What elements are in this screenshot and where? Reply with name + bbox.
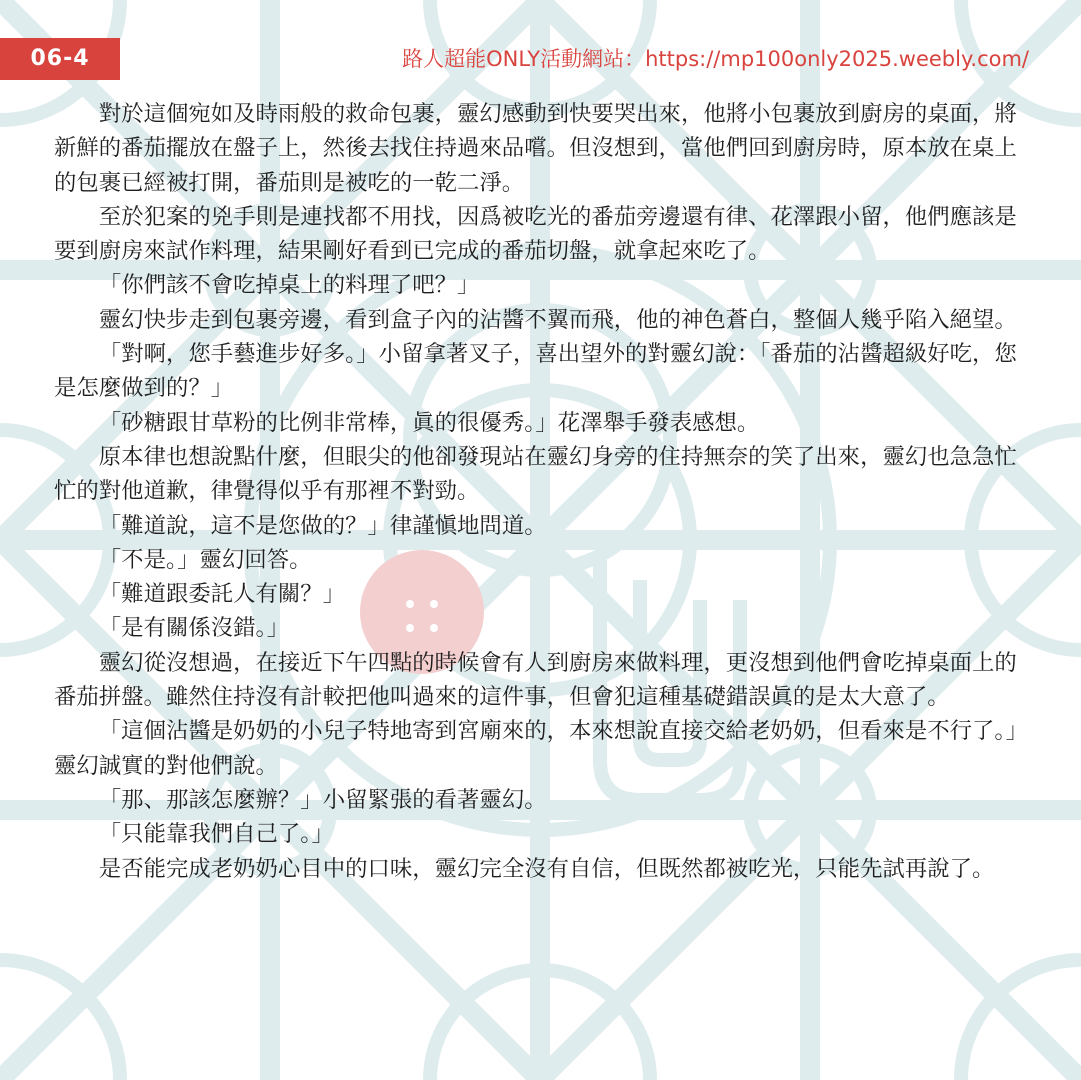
paragraph: 「不是。」靈幻回答。	[98, 546, 312, 573]
event-site-link[interactable]: 路人超能ONLY活動網站：https://mp100only2025.weebly.com/	[402, 47, 1029, 71]
paragraph: 「只能靠我們自己了。」	[98, 821, 334, 848]
paragraph: 至於犯案的兇手則是連找都不用找，因爲被吃光的番茄旁邊還有律、花澤跟小留，他們應該是要到廚房來試作料理，結果剛好看到已完成的番茄切盤，就拿起來吃了。	[54, 203, 1017, 265]
paragraph: 「是有關係沒錯。」	[98, 615, 290, 642]
paragraph: 「你們該不會吃掉桌上的料理了吧？」	[98, 272, 480, 299]
paragraph: 靈幻從沒想過，在接近下午四點的時候會有人到廚房來做料理，更沒想到他們會吃掉桌面上的番茄拼盤。雖然住持沒有計較把他叫過來的這件事，但會犯這種基礎錯誤眞的是太大意了。	[54, 649, 1017, 711]
paragraph: 「砂糖跟甘草粉的比例非常棒，眞的很優秀。」花澤舉手發表感想。	[98, 409, 760, 436]
paragraph: 對於這個宛如及時雨般的救命包裹，靈幻感動到快要哭出來，他將小包裹放到廚房的桌面，將新鮮的番茄擺放在盤子上，然後去找住持過來品嚐。但沒想到，當他們回到廚房時，原本放在桌上的包裹已經被打開，番茄則是被吃的一乾二淨。	[54, 101, 1017, 196]
paragraph: 「這個沾醬是奶奶的小兒子特地寄到宮廟來的，本來想說直接交給老奶奶，但看來是不行了。」靈幻誠實的對他們說。	[54, 718, 1017, 779]
story-text	[54, 97, 1026, 886]
paragraph: 原本律也想說點什麼，但眼尖的他卻發現站在靈幻身旁的住持無奈的笑了出來，靈幻也急急忙忙的對他道歉，律覺得似乎有那裡不對勁。	[54, 443, 1017, 505]
paragraph: 「那、那該怎麼辦？」小留緊張的看著靈幻。	[98, 786, 547, 813]
paragraph: 「對啊，您手藝進步好多。」小留拿著叉子，喜出望外的對靈幻說：「番茄的沾醬超級好吃，您是怎麼做到的？」	[54, 341, 1017, 402]
page-header	[0, 0, 1081, 90]
paragraph: 「難道說，這不是您做的？」律謹愼地問道。	[98, 512, 547, 539]
paragraph: 靈幻快步走到包裹旁邊，看到盒子內的沾醬不翼而飛，他的神色蒼白，整個人幾乎陷入絕望。	[98, 306, 1017, 333]
page-number-badge: 06-4	[0, 38, 120, 80]
paragraph: 「難道跟委託人有關？」	[98, 581, 346, 608]
paragraph: 是否能完成老奶奶心目中的口味，靈幻完全沒有自信，但既然都被吃光，只能先試再說了。	[98, 855, 995, 882]
